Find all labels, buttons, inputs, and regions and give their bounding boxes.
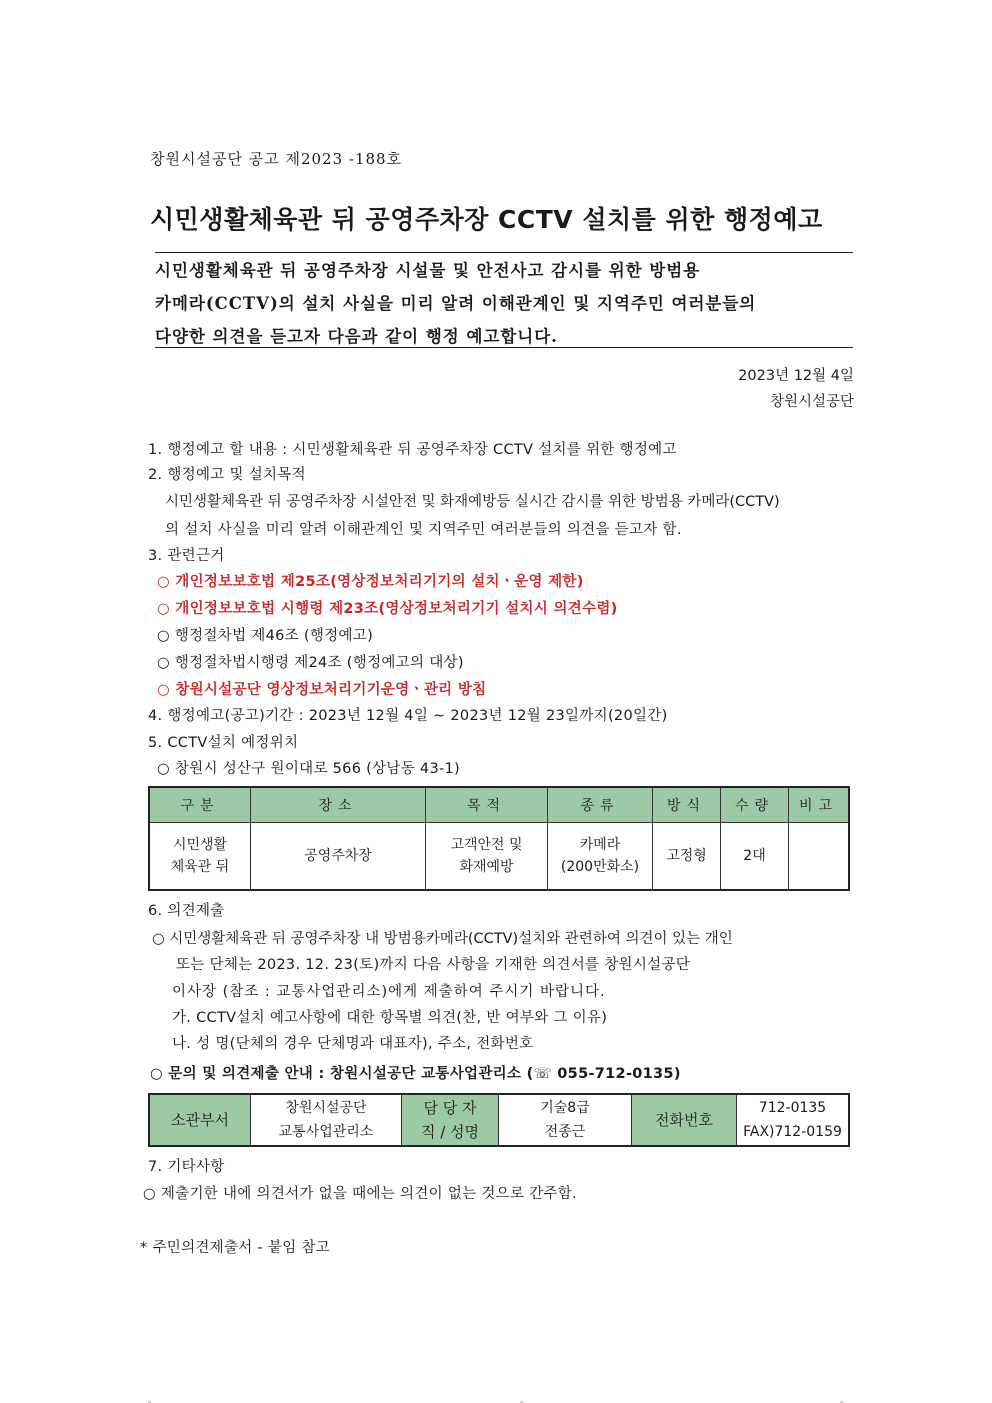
legal-basis-4: ○ 행정절차법시행령 제24조 (행정예고의 대상): [157, 655, 464, 671]
section-6-title: 6. 의견제출: [148, 903, 225, 919]
section-4: 4. 행정예고(공고)기간 : 2023년 12월 4일 ~ 2023년 12월 23일까지(20일간): [148, 708, 668, 724]
header-method: 방식: [653, 787, 721, 823]
person-cell: [499, 1094, 632, 1146]
person-name: 전종근: [544, 1124, 586, 1140]
legal-basis-5: ○ 창원시설공단 영상정보처리기기운영ㆍ관리 방침: [157, 682, 487, 698]
person-label-2: 직 / 성명: [420, 1123, 480, 1141]
opinion-item-b: 나. 성 명(단체의 경우 단체명과 대표자), 주소, 전화번호: [172, 1036, 534, 1052]
fax-number: FAX)712-0159: [743, 1124, 842, 1140]
contact-info: ○ 문의 및 의견제출 안내 : 창원시설공단 교통사업관리소 (☏ 055-712-0135): [150, 1066, 681, 1082]
opinion-item-a: 가. CCTV설치 예고사항에 대한 항목별 의견(찬, 반 여부와 그 이유): [172, 1010, 608, 1026]
cell-place: 공영주차장: [251, 823, 426, 891]
cell-category: [149, 823, 251, 891]
section-2-body-1: 시민생활체육관 뒤 공영주차장 시설안전 및 화재예방등 실시간 감시를 위한 방범용 카메라(CCTV): [165, 494, 780, 510]
section-2-body-2: 의 설치 사실을 미리 알려 이해관계인 및 지역주민 여러분들의 의견을 듣고자 함.: [165, 522, 682, 538]
section-7-title: 7. 기타사항: [148, 1159, 225, 1175]
section-5-title: 5. CCTV설치 예정위치: [148, 735, 299, 751]
cell-quantity: 2대: [721, 823, 789, 891]
section-7-body: ○ 제출기한 내에 의견서가 없을 때에는 의견이 없는 것으로 간주함.: [143, 1186, 578, 1202]
intro-bottom-rule: [155, 347, 853, 348]
header-place: 장소: [251, 787, 426, 823]
table-row: [149, 823, 849, 891]
cell-purpose: [426, 823, 548, 891]
install-table: [148, 786, 850, 891]
notice-number: 창원시설공단 공고 제2023 -188호: [150, 150, 403, 168]
intro-top-rule: [155, 252, 853, 253]
issuer-name: 창원시설공단: [769, 394, 854, 410]
type-line-2: (200만화소): [560, 859, 640, 875]
person-rank: 기술8급: [540, 1100, 590, 1116]
footnote: * 주민의견제출서 - 붙임 참고: [140, 1240, 331, 1256]
phone-number: 712-0135: [758, 1100, 827, 1116]
section-6-line-1: ○ 시민생활체육관 뒤 공영주차장 내 방범용카메라(CCTV)설치와 관련하여 의견이 있는 개인: [152, 931, 733, 947]
section-2-title: 2. 행정예고 및 설치목적: [148, 467, 306, 483]
cell-type: [548, 823, 653, 891]
header-quantity: 수량: [721, 787, 789, 823]
cell-note: [789, 823, 850, 891]
dept-cell: [251, 1094, 402, 1146]
purpose-line-1: 고객안전 및: [450, 837, 523, 853]
install-table-header: [149, 787, 849, 823]
document-title: 시민생활체육관 뒤 공영주차장 CCTV 설치를 위한 행정예고: [150, 205, 823, 234]
person-label: [402, 1094, 499, 1146]
intro-line-1: 시민생활체육관 뒤 공영주차장 시설물 및 안전사고 감시를 위한 방범용: [155, 261, 701, 280]
dept-line-2: 교통사업관리소: [278, 1124, 374, 1140]
header-purpose: 목적: [426, 787, 548, 823]
phone-cell: [737, 1094, 850, 1146]
intro-line-2: 카메라(CCTV)의 설치 사실을 미리 알려 이해관계인 및 지역주민 여러분들의: [155, 294, 757, 313]
section-6-line-2: 또는 단체는 2023. 12. 23(토)까지 다음 사항을 기재한 의견서를 창원시설공단: [176, 957, 691, 973]
category-line-1: 시민생활: [172, 837, 228, 853]
table-row: [149, 1094, 849, 1146]
purpose-line-2: 화재예방: [459, 859, 514, 875]
legal-basis-3: ○ 행정절차법 제46조 (행정예고): [157, 628, 374, 644]
announcement-date: 2023년 12월 4일: [738, 368, 854, 384]
header-note: 비고: [789, 787, 850, 823]
category-line-2: 체육관 뒤: [170, 859, 230, 875]
section-6-line-3: 이사장 (참조 : 교통사업관리소)에게 제출하여 주시기 바랍니다.: [172, 984, 606, 1000]
legal-basis-2: ○ 개인정보보호법 시행령 제23조(영상정보처리기기 설치시 의견수렴): [157, 601, 618, 617]
contact-table: [148, 1093, 850, 1147]
type-line-1: 카메라: [579, 837, 621, 853]
section-1: 1. 행정예고 할 내용 : 시민생활체육관 뒤 공영주차장 CCTV 설치를 위한 행정예고: [148, 442, 677, 458]
install-location: ○ 창원시 성산구 원이대로 566 (상남동 43-1): [157, 761, 460, 777]
dept-line-1: 창원시설공단: [285, 1100, 367, 1116]
intro-line-3: 다양한 의견을 듣고자 다음과 같이 행정 예고합니다.: [155, 327, 558, 346]
header-type: 종류: [548, 787, 653, 823]
dept-label: 소관부서: [149, 1094, 251, 1146]
person-label-1: 담 당 자: [423, 1099, 477, 1117]
section-3-title: 3. 관련근거: [148, 548, 225, 564]
cell-method: 고정형: [653, 823, 721, 891]
legal-basis-1: ○ 개인정보보호법 제25조(영상정보처리기기의 설치ㆍ운영 제한): [157, 574, 584, 590]
header-category: 구분: [149, 787, 251, 823]
phone-label: 전화번호: [632, 1094, 737, 1146]
